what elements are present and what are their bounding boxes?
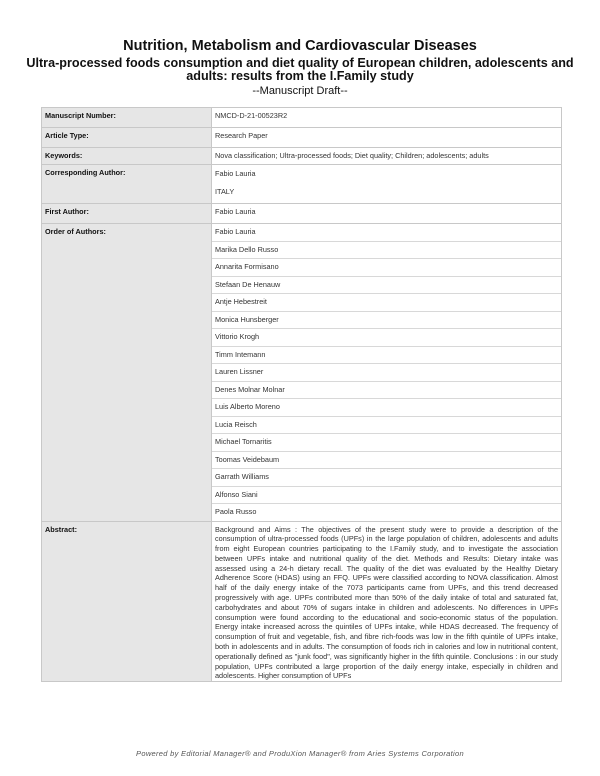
first-author-label: First Author: — [42, 204, 212, 224]
corresponding-author-value — [212, 165, 562, 204]
row-first-author — [42, 204, 562, 224]
article-type-value: Research Paper — [212, 128, 562, 148]
author-item: Fabio Lauria — [212, 224, 561, 242]
order-of-authors-list — [212, 224, 562, 522]
author-item: Timm Intemann — [212, 347, 561, 365]
article-type-label: Article Type: — [42, 128, 212, 148]
journal-name: Nutrition, Metabolism and Cardiovascular Diseases — [123, 38, 477, 54]
row-corresponding-author — [42, 165, 562, 204]
row-article-type — [42, 128, 562, 148]
author-item: Lucia Reisch — [212, 417, 561, 435]
abstract-text: Background and Aims : The objectives of the present study were to provide a description of the consumption of ultra-processed foods (UPFs) in the large population of children, adolescents and adults from eight European countries participating to the I.Family study, and to investigate the association between UPFs intake and nutritional quality of the diet. Methods and Results: Dietary intake was assessed using a 24-h dietary recall. The quality of the diet was evaluated by the Healthy Dietary Adherence Score (HDAS) using an FFQ. UPFs were classified according to NOVA classification. Almost half of the daily energy intake of the 7073 participants came from UPFs, and this trend decreased progressively with age. UPFs contributed more than 50% of the daily intake of total and saturated fat, carbohydrates and about 70% of sugars intake in children and adolescents. No differences in UPFs consumption were found according to the educational and socio-economic status of the population. Energy intake increased across the quintiles of UPFs intake, while HDAS decreased. The frequency of consumption of fruit and vegetable, fish, and fibre rich-foods was low in the fifth quintile of UPFs intake, both in adolescents and in adults. The consumption of foods rich in calories and low in nutritional content, operationally defined as "junk food", was significantly higher in the fifth quintile. Conclusions : in our study population, UPFs contributed a large proportion of the daily energy intake, especially in children and adolescents. Higher consumption of UPFs — [212, 521, 562, 682]
author-item: Vittorio Krogh — [212, 329, 561, 347]
author-item: Luis Alberto Moreno — [212, 399, 561, 417]
author-item: Michael Tornaritis — [212, 434, 561, 452]
corresponding-author-label: Corresponding Author: — [42, 165, 212, 204]
row-order-of-authors — [42, 224, 562, 522]
manuscript-number-value: NMCD-D-21-00523R2 — [212, 108, 562, 128]
author-item: Annarita Formisano — [212, 259, 561, 277]
author-item: Lauren Lissner — [212, 364, 561, 382]
row-manuscript-number — [42, 108, 562, 128]
author-item: Toomas Veidebaum — [212, 452, 561, 470]
author-item: Antje Hebestreit — [212, 294, 561, 312]
manuscript-metadata-table — [41, 107, 562, 682]
author-item: Garrath Williams — [212, 469, 561, 487]
article-title: Ultra-processed foods consumption and diet quality of European children, adolescents and adults: results from the I.Family study — [26, 56, 574, 83]
author-item: Denes Molnar Molnar — [212, 382, 561, 400]
corresponding-author-name: Fabio Lauria — [215, 169, 256, 178]
corresponding-author-country: ITALY — [215, 187, 235, 196]
footer-credit: Powered by Editorial Manager® and ProduXion Manager® from Aries Systems Corporation — [136, 749, 464, 758]
author-item: Marika Dello Russo — [212, 242, 561, 260]
author-item: Paola Russo — [215, 507, 257, 516]
keywords-value: Nova classification; Ultra-processed foods; Diet quality; Children; adolescents; adults — [212, 148, 562, 165]
author-item: Alfonso Siani — [212, 487, 561, 505]
manuscript-number-label: Manuscript Number: — [42, 108, 212, 128]
author-item: Stefaan De Henauw — [212, 277, 561, 295]
row-abstract — [42, 521, 562, 682]
abstract-label: Abstract: — [42, 521, 212, 682]
draft-label: --Manuscript Draft-- — [252, 85, 348, 97]
first-author-value: Fabio Lauria — [212, 204, 562, 224]
order-of-authors-label: Order of Authors: — [42, 224, 212, 522]
row-keywords — [42, 148, 562, 165]
keywords-label: Keywords: — [42, 148, 212, 165]
author-item: Monica Hunsberger — [212, 312, 561, 330]
